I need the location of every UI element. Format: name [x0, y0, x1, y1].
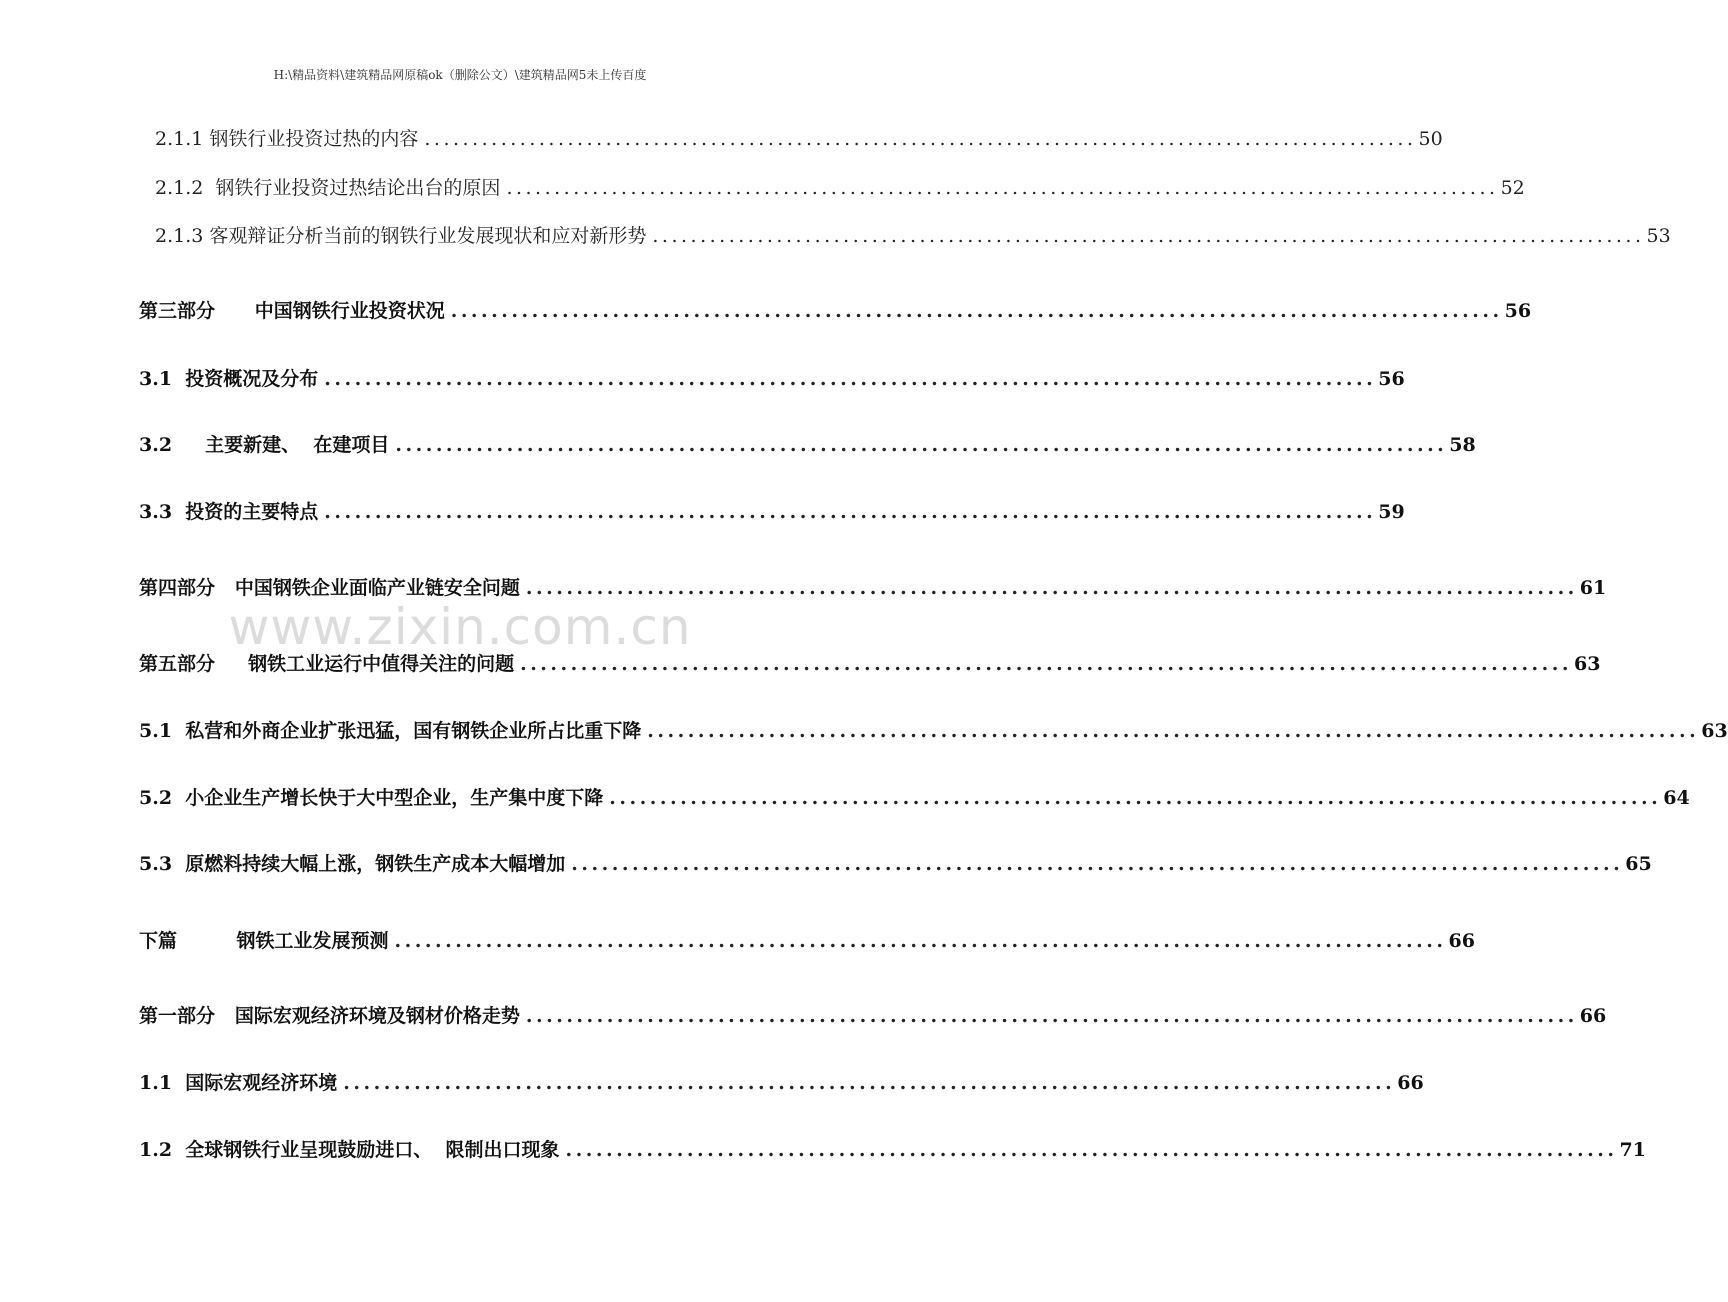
toc-entry-page: 66: [1579, 1005, 1607, 1027]
toc-leader: ........................................................................................................: [652, 225, 1645, 247]
toc-leader: ........................................................................................................: [395, 434, 1448, 456]
toc-entry-page: 53: [1646, 225, 1671, 247]
toc-entry-title: 第五部分 钢铁工业运行中值得关注的问题: [139, 653, 515, 675]
toc-leader: ........................................................................................................: [343, 1072, 1396, 1094]
toc-leader: ........................................................................................................: [520, 653, 1573, 675]
toc-leader: ........................................................................................................: [324, 368, 1377, 390]
toc-entry[interactable]: [155, 124, 1443, 151]
toc-entry-title: 3.3 投资的主要特点: [139, 501, 319, 523]
toc-entry-title: 下篇 钢铁工业发展预测: [139, 930, 389, 952]
toc-entry-page: 64: [1663, 787, 1690, 809]
toc-entry-page: 65: [1625, 853, 1652, 875]
toc-entry[interactable]: [139, 716, 1728, 743]
toc-entry-title: 5.1 私营和外商企业扩张迅猛，国有钢铁企业所占比重下降: [139, 720, 642, 742]
toc-entry[interactable]: [139, 430, 1476, 457]
toc-leader: ........................................................................................................: [565, 1139, 1618, 1161]
toc-entry-page: 66: [1397, 1072, 1424, 1094]
toc-leader: ........................................................................................................: [525, 577, 1578, 599]
toc-entry-page: 58: [1449, 434, 1476, 456]
toc-entry-title: 第三部分 中国钢铁行业投资状况: [139, 300, 445, 322]
toc-entry[interactable]: [139, 364, 1405, 391]
toc-entry-title: 5.3 原燃料持续大幅上涨，钢铁生产成本大幅增加: [139, 853, 566, 875]
toc-entry-title: 1.1 国际宏观经济环境: [139, 1072, 338, 1094]
toc-entry[interactable]: [139, 1135, 1646, 1162]
toc-entry-title: 第四部分 中国钢铁企业面临产业链安全问题: [139, 577, 520, 599]
toc-entry[interactable]: [139, 783, 1690, 810]
toc-entry[interactable]: [139, 849, 1652, 876]
toc-entry[interactable]: [139, 497, 1405, 524]
toc-leader: ........................................................................................................: [525, 1005, 1578, 1027]
toc-entry-title: 5.2 小企业生产增长快于大中型企业，生产集中度下降: [139, 787, 604, 809]
toc-entry-page: 66: [1448, 930, 1475, 952]
toc-entry[interactable]: [139, 926, 1475, 953]
toc-entry[interactable]: [155, 221, 1671, 248]
toc-entry-page: 56: [1504, 300, 1532, 322]
toc-entry-title: 第一部分 国际宏观经济环境及钢材价格走势: [139, 1005, 520, 1027]
toc-entry-page: 50: [1418, 128, 1443, 150]
toc-leader: ........................................................................................................: [647, 720, 1700, 742]
toc-entry-page: 71: [1619, 1139, 1646, 1161]
toc-entry[interactable]: [155, 173, 1525, 200]
toc-leader: ........................................................................................................: [424, 128, 1417, 150]
toc-entry[interactable]: [139, 649, 1601, 676]
page-header-path: H:\精品资料\建筑精品网原稿ok（删除公文）\建筑精品网5未上传百度: [273, 68, 647, 82]
toc-leader: ........................................................................................................: [609, 787, 1662, 809]
toc-leader: ........................................................................................................: [394, 930, 1447, 952]
toc-leader: ........................................................................................................: [324, 501, 1377, 523]
toc-entry-title: 1.2 全球钢铁行业呈现鼓励进口、 限制出口现象: [139, 1139, 560, 1161]
toc-entry[interactable]: [139, 296, 1532, 323]
toc-entry-title: 2.1.1 钢铁行业投资过热的内容: [155, 128, 419, 150]
toc-entry-page: 63: [1574, 653, 1601, 675]
toc-entry-title: 2.1.3 客观辩证分析当前的钢铁行业发展现状和应对新形势: [155, 225, 647, 247]
toc-entry-page: 59: [1378, 501, 1405, 523]
toc-entry[interactable]: [139, 1001, 1607, 1028]
watermark: www.zixin.com.cn: [228, 598, 692, 656]
toc-entry-title: 3.1 投资概况及分布: [139, 368, 319, 390]
toc-entry-page: 56: [1378, 368, 1405, 390]
toc-entry-page: 63: [1701, 720, 1728, 742]
toc-entry-title: 2.1.2 钢铁行业投资过热结论出台的原因: [155, 177, 501, 199]
toc-leader: ........................................................................................................: [571, 853, 1624, 875]
toc-leader: ........................................................................................................: [506, 177, 1499, 199]
toc-entry-page: 52: [1500, 177, 1525, 199]
toc-leader: ........................................................................................................: [450, 300, 1503, 322]
toc-entry-title: 3.2 主要新建、 在建项目: [139, 434, 390, 456]
toc-entry[interactable]: [139, 1068, 1424, 1095]
toc-entry[interactable]: [139, 573, 1607, 600]
toc-entry-page: 61: [1579, 577, 1607, 599]
